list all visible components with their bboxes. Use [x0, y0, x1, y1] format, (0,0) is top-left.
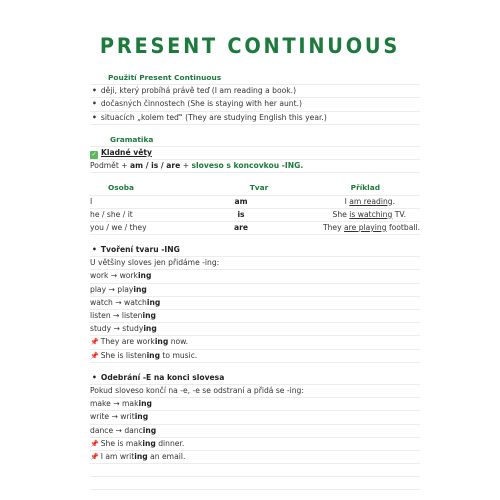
grammar-heading-line [90, 134, 420, 147]
check-icon: ✓ [91, 150, 97, 158]
list-item: play → playing [90, 284, 420, 297]
empty-line [90, 464, 420, 477]
formula-part: + [180, 161, 192, 171]
list-item: dance → dancing [90, 425, 420, 438]
list-item: work → working [90, 270, 420, 283]
table-header-form: Tvar [249, 183, 269, 193]
usage-item: • dočasných činnostech (She is staying with her aunt.) [90, 98, 420, 111]
table-cell-form: is [237, 209, 245, 219]
table-cell-person: he / she / it [90, 209, 133, 219]
page-title: PRESENT CONTINUOUS [99, 34, 401, 58]
example-line: 📌 She is making dinner. [90, 438, 420, 451]
pushpin-icon: 📌 [90, 351, 99, 360]
table-cell-example: They are playing football. [322, 222, 420, 232]
usage-heading: Použití Present Continuous [108, 73, 222, 82]
empty-line [90, 477, 420, 490]
example-line: 📌 I am writing an email. [90, 451, 420, 464]
list-item: listen → listening [90, 310, 420, 323]
drop-e-heading: • Odebrání -E na konci slovesa [90, 372, 420, 385]
pushpin-icon: 📌 [90, 439, 99, 448]
table-cell-person: I [90, 196, 93, 206]
table-header-example: Příklad [350, 183, 380, 193]
table-row [90, 222, 420, 235]
list-item: study → studying [90, 323, 420, 336]
table-cell-form: are [233, 222, 249, 232]
drop-e-intro: Pokud sloveso končí na -e, -e se odstraní a přidá se -ing: [90, 385, 420, 398]
formula-ing: sloveso s koncovkou -ING. [191, 161, 304, 171]
formula-part: Podmět + [90, 161, 131, 171]
table-cell-example: She is watching TV. [332, 209, 406, 219]
grammar-heading: Gramatika [110, 134, 154, 144]
list-item: watch → watching [90, 297, 420, 310]
formula-line [90, 160, 420, 173]
positive-heading: Kladné věty [101, 147, 152, 157]
usage-item: • situacích „kolem teď“ (They are studying English this year.) [90, 112, 420, 125]
usage-heading-line [90, 72, 420, 85]
table-row [90, 196, 420, 209]
example-line: 📌 They are working now. [90, 336, 420, 349]
ing-heading: • Tvoření tvaru -ING [90, 244, 420, 257]
table-row [90, 209, 420, 222]
positive-heading-line [90, 147, 420, 160]
table-cell-person: you / we / they [90, 222, 147, 232]
document-body [90, 72, 420, 490]
pushpin-icon: 📌 [90, 338, 99, 347]
ing-intro: U většiny sloves jen přidáme -ing: [90, 257, 420, 270]
usage-item: • ději, který probíhá právě teď (I am reading a book.) [90, 85, 420, 98]
table-cell-example: I am reading. [344, 196, 395, 206]
formula-verb-forms: am / is / are [130, 161, 181, 171]
list-item: make → making [90, 398, 420, 411]
table-cell-form: am [234, 196, 248, 206]
list-item: write → writing [90, 411, 420, 424]
table-header-person: Osoba [108, 183, 135, 193]
table-header-row [90, 182, 420, 195]
example-line: 📌 She is listening to music. [90, 350, 420, 363]
pushpin-icon: 📌 [90, 452, 99, 461]
